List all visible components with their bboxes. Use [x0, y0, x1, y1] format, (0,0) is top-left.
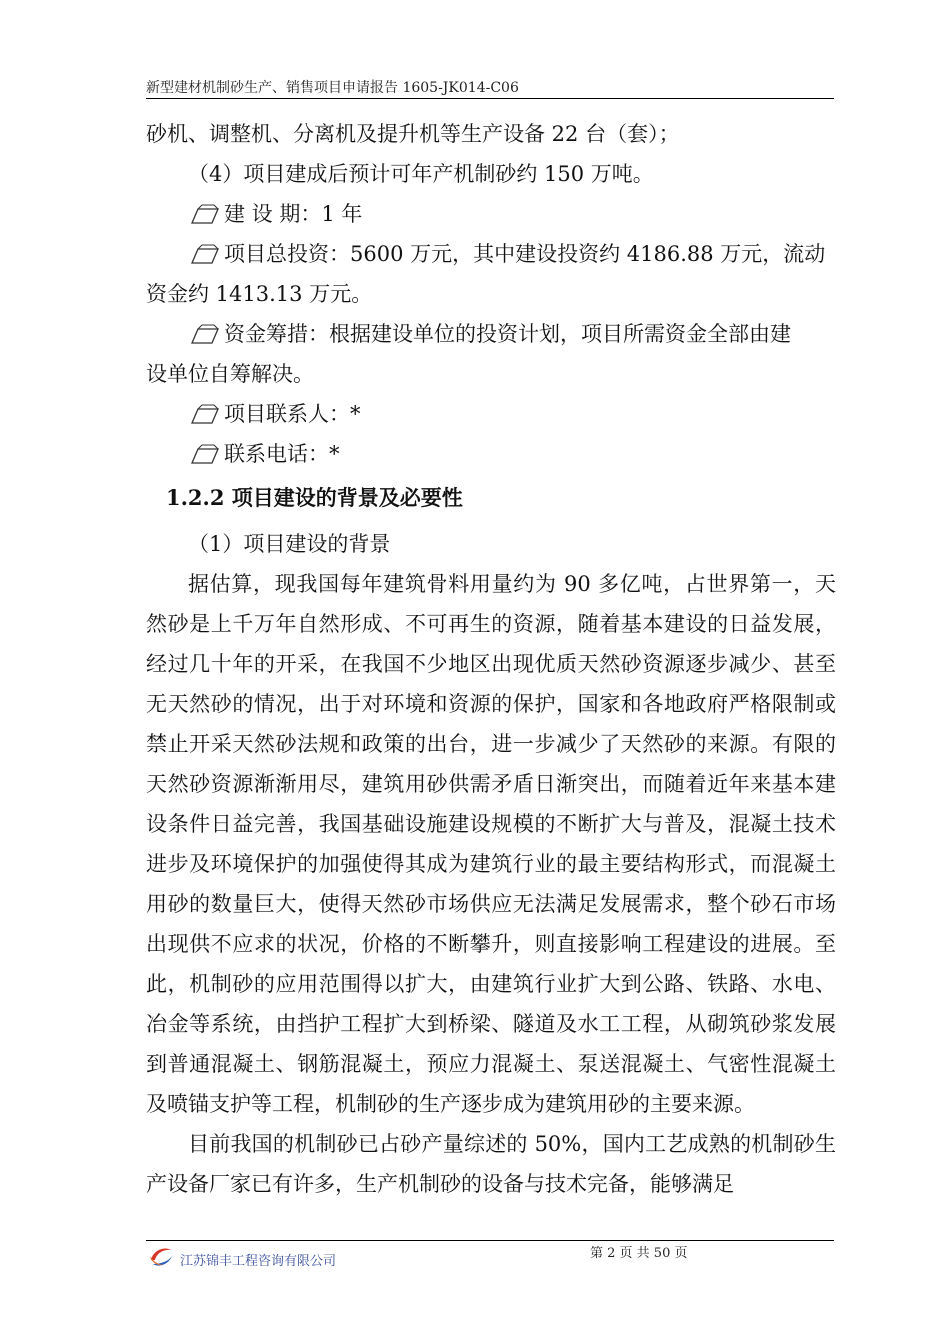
footer-rule	[146, 1240, 834, 1241]
period-text: 建 设 期：1 年	[224, 202, 363, 226]
pencil-bullet-icon	[190, 203, 220, 225]
company-name: 江苏锦丰工程咨询有限公司	[180, 1254, 337, 1269]
header-title: 新型建材机制砂生产、销售项目申请报告 1605-JK014-C06	[146, 80, 519, 96]
pencil-bullet-icon	[190, 323, 220, 345]
investment-text-1: 项目总投资：5600 万元，其中建设投资约 4186.88 万元，流动	[224, 242, 826, 266]
contact-text: 项目联系人：*	[224, 402, 361, 426]
item-4: （4）项目建成后预计可年产机制砂约 150 万吨。	[188, 162, 654, 186]
background-paragraph: 据估算，现我国每年建筑骨料用量约为 90 多亿吨，占世界第一，天然砂是上千万年自然形成、不可再生的资源，随着基本建设的日益发展，经过几十年的开采，在我国不少地区出现优质天然砂资源逐步减少、甚至无天然砂的情况，出于对环境和资源的保护，国家和各地政府严格限制或禁止开采天然砂法规和政策的出台，进一步减少了天然砂的来源。有限的天然砂资源渐渐用尽，建筑用砂供需矛盾日渐突出，而随着近年来基本建设条件日益完善，我国基础设施建设规模的不断扩大与普及，混凝土技术进步及环境保护的加强使得其成为建筑行业的最主要结构形式，而混凝土用砂的数量巨大，使得天然砂市场供应无法满足发展需求，整个砂石市场出现供不应求的状况，价格的不断攀升，则直接影响工程建设的进展。至此，机制砂的应用范围得以扩大，由建筑行业扩大到公路、铁路、水电、冶金等系统，由挡护工程扩大到桥梁、隧道及水工工程，从砌筑砂浆发展到普通混凝土、钢筋混凝土，预应力混凝土、泵送混凝土、气密性混凝土及喷锚支护等工程，机制砂的生产逐步成为建筑用砂的主要来源。	[146, 572, 836, 1116]
phone-text: 联系电话：*	[224, 442, 340, 466]
company-logo-icon	[147, 1242, 175, 1270]
funding-text-1: 资金筹措：根据建设单位的投资计划，项目所需资金全部由建	[224, 322, 791, 346]
equipment-line: 砂机、调整机、分离机及提升机等生产设备 22 台（套）；	[146, 122, 680, 146]
investment-text-2: 资金约 1413.13 万元。	[146, 282, 373, 306]
pencil-bullet-icon	[190, 243, 220, 265]
bullet-investment	[146, 234, 836, 274]
section-heading: 1.2.2 项目建设的背景及必要性	[166, 485, 463, 510]
bullet-phone	[146, 434, 836, 474]
document-body	[146, 114, 836, 1204]
pencil-bullet-icon	[190, 443, 220, 465]
page-number: 第 2 页 共 50 页	[590, 1246, 688, 1261]
bullet-funding	[146, 314, 836, 354]
page-header	[146, 78, 834, 99]
bullet-period	[146, 194, 836, 234]
pencil-bullet-icon	[190, 403, 220, 425]
share-paragraph: 目前我国的机制砂已占砂产量综述的 50%，国内工艺成熟的机制砂生产设备厂家已有许多，生产机制砂的设备与技术完备，能够满足	[146, 1132, 836, 1196]
funding-text-2: 设单位自筹解决。	[146, 362, 314, 386]
bullet-contact	[146, 394, 836, 434]
sub-heading: （1）项目建设的背景	[188, 532, 391, 556]
